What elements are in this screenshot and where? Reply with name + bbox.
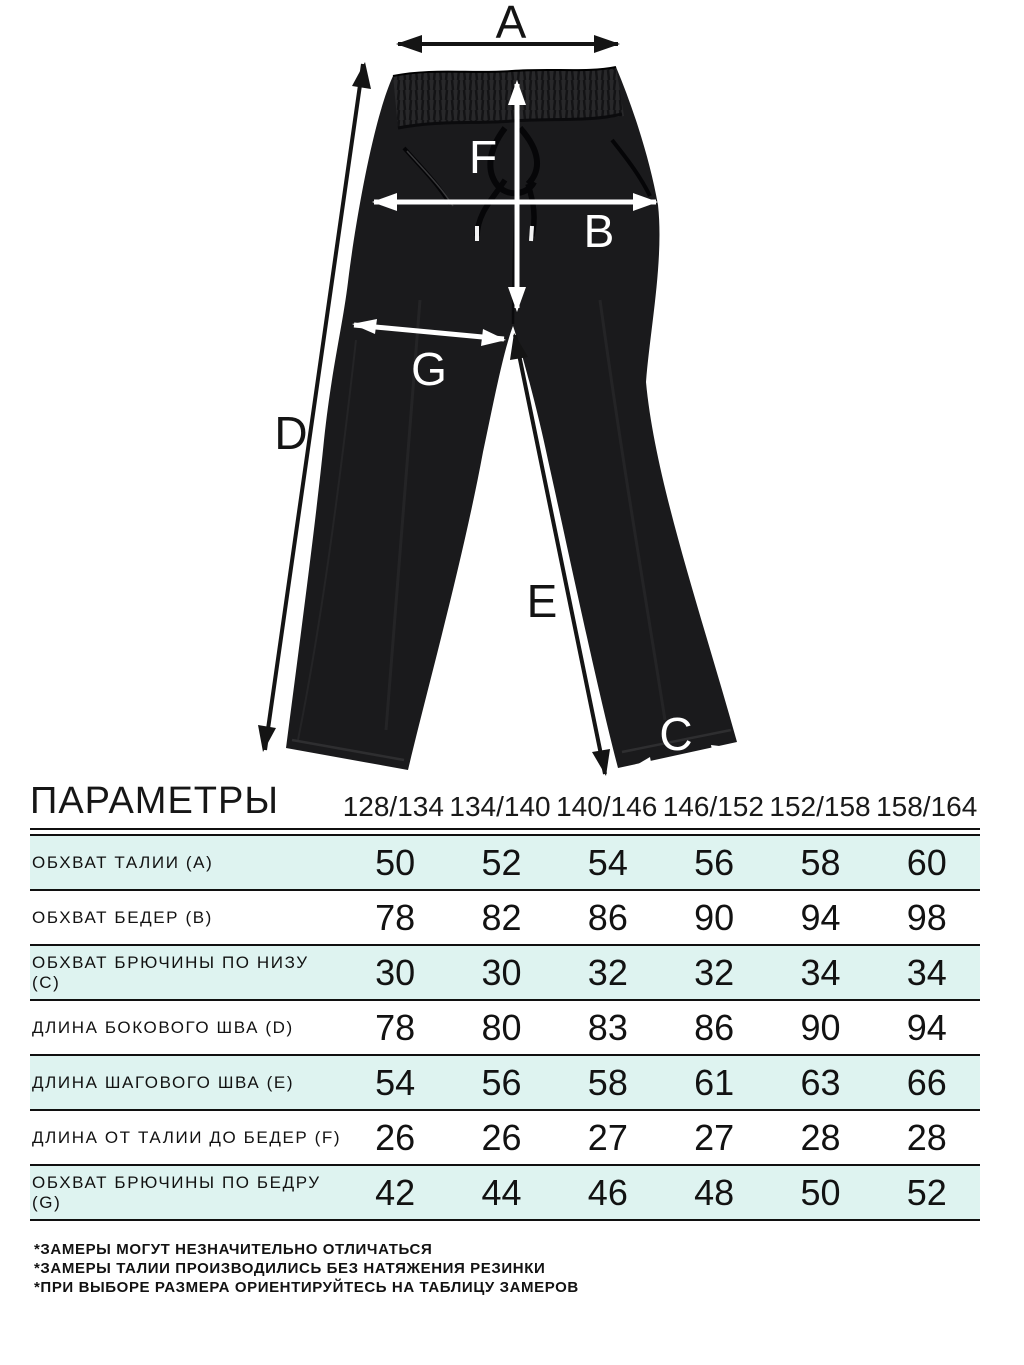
row-value: 78 [375,1006,416,1048]
size-column-header: 134/140 [449,791,551,822]
row-value: 48 [694,1171,735,1213]
row-value: 50 [375,841,416,883]
row-value: 30 [375,951,416,993]
table-row [30,1111,980,1166]
footnote-line: *ПРИ ВЫБОРЕ РАЗМЕРА ОРИЕНТИРУЙТЕСЬ НА ТАБЛИЦУ ЗАМЕРОВ [34,1279,579,1296]
arrowhead-a-right [594,35,620,53]
row-value: 58 [800,841,841,883]
row-value: 28 [906,1116,947,1158]
row-value: 42 [375,1171,416,1213]
row-value: 58 [587,1061,628,1103]
size-column-header: 128/134 [342,791,444,822]
row-value: 44 [481,1171,522,1213]
row-value: 32 [694,951,735,993]
row-value: 32 [587,951,628,993]
row-value: 54 [587,841,628,883]
footnote-line: *ЗАМЕРЫ ТАЛИИ ПРОИЗВОДИЛИСЬ БЕЗ НАТЯЖЕНИЯ РЕЗИНКИ [34,1260,546,1277]
row-value: 26 [375,1116,416,1158]
drawstring-tip-right [531,226,532,241]
row-value: 52 [906,1171,947,1213]
arrowhead-a-left [396,35,422,53]
row-value: 34 [906,951,947,993]
measure-label-f: F [468,131,498,183]
size-table-header [30,780,980,828]
row-label: ДЛИНА ОТ ТАЛИИ ДО БЕДЕР (F) [32,1127,342,1147]
arrowhead-e-bottom [592,749,610,776]
row-value: 98 [906,896,947,938]
row-value: 61 [694,1061,735,1103]
table-row [30,891,980,946]
row-label: ОБХВАТ БРЮЧИНЫ ПО НИЗУ (C) [32,952,309,992]
measure-label-a: A [495,0,527,48]
row-value: 86 [587,896,628,938]
measure-label-e: E [526,575,558,627]
measure-label-c: C [659,708,693,760]
row-value: 56 [694,841,735,883]
row-value: 78 [375,896,416,938]
row-value: 26 [481,1116,522,1158]
row-value: 46 [587,1171,628,1213]
row-value: 27 [694,1116,735,1158]
footnotes [34,1240,579,1297]
row-value: 30 [481,951,522,993]
row-value: 86 [694,1006,735,1048]
row-value: 28 [800,1116,841,1158]
row-value: 82 [481,896,522,938]
row-value: 83 [587,1006,628,1048]
measure-label-b: B [583,205,615,257]
footnote-line: *ЗАМЕРЫ МОГУТ НЕЗНАЧИТЕЛЬНО ОТЛИЧАТЬСЯ [34,1241,433,1258]
row-label: ОБХВАТ БЕДЕР (B) [32,907,213,927]
measure-label-d: D [274,407,308,459]
size-column-header: 158/164 [876,791,978,822]
size-column-header: 146/152 [662,791,764,822]
row-value: 94 [906,1006,947,1048]
row-label: ДЛИНА ШАГОВОГО ШВА (E) [32,1072,295,1092]
size-column-header: 140/146 [556,791,658,822]
table-row [30,1056,980,1111]
row-value: 90 [694,896,735,938]
row-value: 56 [481,1061,522,1103]
table-row [30,836,980,891]
row-label: ОБХВАТ ТАЛИИ (A) [32,852,214,872]
row-value: 50 [800,1171,841,1213]
row-value: 80 [481,1006,522,1048]
row-value: 94 [800,896,841,938]
row-label: ОБХВАТ БРЮЧИНЫ ПО БЕДРУ (G) [32,1172,321,1212]
row-label: ДЛИНА БОКОВОГО ШВА (D) [32,1017,294,1037]
table-row [30,1166,980,1221]
size-column-header: 152/158 [769,791,871,822]
row-value: 66 [906,1061,947,1103]
table-row [30,946,980,1001]
row-value: 60 [906,841,947,883]
row-value: 52 [481,841,522,883]
size-table [30,780,980,1221]
table-row [30,1001,980,1056]
row-value: 54 [375,1061,416,1103]
measure-label-g: G [411,343,447,395]
pants-silhouette [286,67,737,770]
row-value: 90 [800,1006,841,1048]
table-title: ПАРАМЕТРЫ [30,780,280,822]
row-value: 34 [800,951,841,993]
row-value: 63 [800,1061,841,1103]
header-divider [30,828,980,836]
row-value: 27 [587,1116,628,1158]
